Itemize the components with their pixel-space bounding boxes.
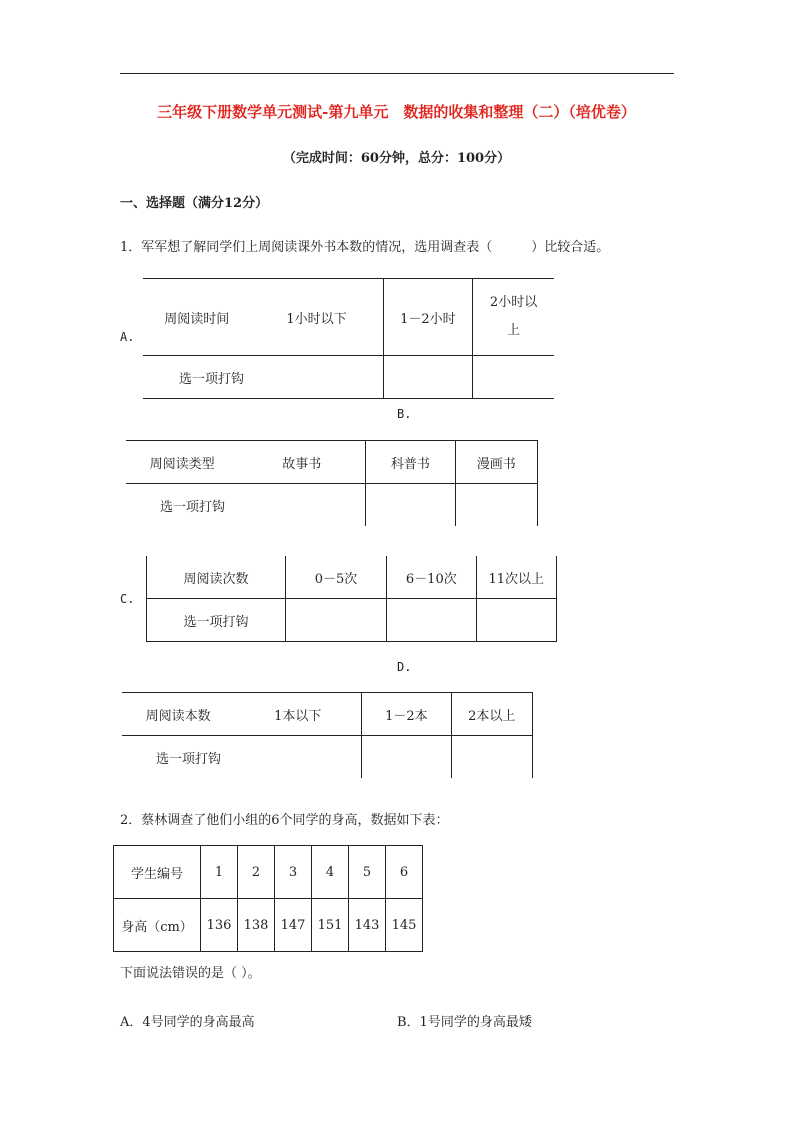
option-a-table [143, 278, 554, 399]
option-d-row-label: 选一项打钩 [156, 751, 222, 767]
student-id-cell: 2 [238, 846, 275, 899]
option-d-check-cell[interactable] [362, 736, 451, 779]
height-cell: 147 [275, 899, 312, 952]
height-cell: 136 [201, 899, 238, 952]
table-row-label: 学生编号 [114, 846, 201, 899]
option-c-header-cell: 6－10次 [387, 556, 476, 599]
option-c-check-cell[interactable] [387, 599, 476, 642]
option-c-letter: C. [120, 592, 135, 606]
option-b-check-cell[interactable] [366, 484, 455, 527]
option-d-letter: D. [397, 660, 412, 674]
table-row-label: 身高（cm） [114, 899, 201, 952]
option-b-header-cell: 科普书 [366, 441, 455, 484]
option-a-header-cell [473, 279, 554, 356]
height-cell: 143 [349, 899, 386, 952]
option-b-letter: B. [397, 407, 412, 421]
option-a-check-cell[interactable] [473, 356, 554, 399]
option-b-row-label: 选一项打钩 [160, 499, 226, 515]
choice-b[interactable]: B．1号同学的身高最矮 [397, 1015, 532, 1030]
option-b-header-cell: 故事书 [238, 441, 366, 484]
option-d-header-cell: 周阅读本数 [122, 693, 234, 736]
student-id-cell: 1 [201, 846, 238, 899]
question-2-prompt: 下面说法错误的是（ ）。 [120, 966, 261, 981]
option-d-header-cell: 1－2本 [362, 693, 451, 736]
option-c-header-cell: 0－5次 [285, 556, 386, 599]
option-d-header-cell: 1本以下 [234, 693, 362, 736]
option-a-header-text: 2小时以上 [489, 295, 538, 338]
option-d-table [122, 692, 533, 778]
page-title: 三年级下册数学单元测试-第九单元 数据的收集和整理（二）（培优卷） [157, 103, 636, 121]
option-a-letter: A. [120, 330, 135, 344]
question-2-stem: 2．蔡林调查了他们小组的6个同学的身高，数据如下表： [120, 813, 449, 828]
header-rule [120, 73, 674, 74]
height-cell: 145 [386, 899, 423, 952]
option-a-header-cell: 1小时以下 [250, 279, 383, 356]
option-b-header-cell: 周阅读类型 [126, 441, 238, 484]
option-c-header-cell: 11次以上 [476, 556, 556, 599]
option-a-check-cell[interactable] [383, 356, 472, 399]
option-a-header-cell: 1－2小时 [383, 279, 472, 356]
question-1-stem: 1．军军想了解同学们上周阅读课外书本数的情况，选用调查表（ ）比较合适。 [120, 240, 610, 255]
height-cell: 151 [312, 899, 349, 952]
option-d-check-cell[interactable] [451, 736, 532, 779]
height-table [113, 845, 423, 952]
option-c-table [146, 556, 557, 642]
option-c-row-label: 选一项打钩 [147, 599, 286, 642]
option-c-header-cell: 周阅读次数 [147, 556, 286, 599]
option-d-header-cell: 2本以上 [451, 693, 532, 736]
option-b-table [126, 440, 538, 526]
section-heading: 一、选择题（满分12分） [120, 196, 269, 211]
height-cell: 138 [238, 899, 275, 952]
choice-a[interactable]: A．4号同学的身高最高 [120, 1015, 255, 1030]
student-id-cell: 4 [312, 846, 349, 899]
option-a-header-cell: 周阅读时间 [143, 279, 250, 356]
option-c-check-cell[interactable] [285, 599, 386, 642]
student-id-cell: 5 [349, 846, 386, 899]
student-id-cell: 3 [275, 846, 312, 899]
page-subtitle: （完成时间：60分钟，总分：100分） [282, 151, 511, 166]
option-a-row-label: 选一项打钩 [143, 356, 383, 399]
option-b-check-cell[interactable] [455, 484, 537, 527]
option-b-header-cell: 漫画书 [455, 441, 537, 484]
student-id-cell: 6 [386, 846, 423, 899]
option-c-check-cell[interactable] [476, 599, 556, 642]
